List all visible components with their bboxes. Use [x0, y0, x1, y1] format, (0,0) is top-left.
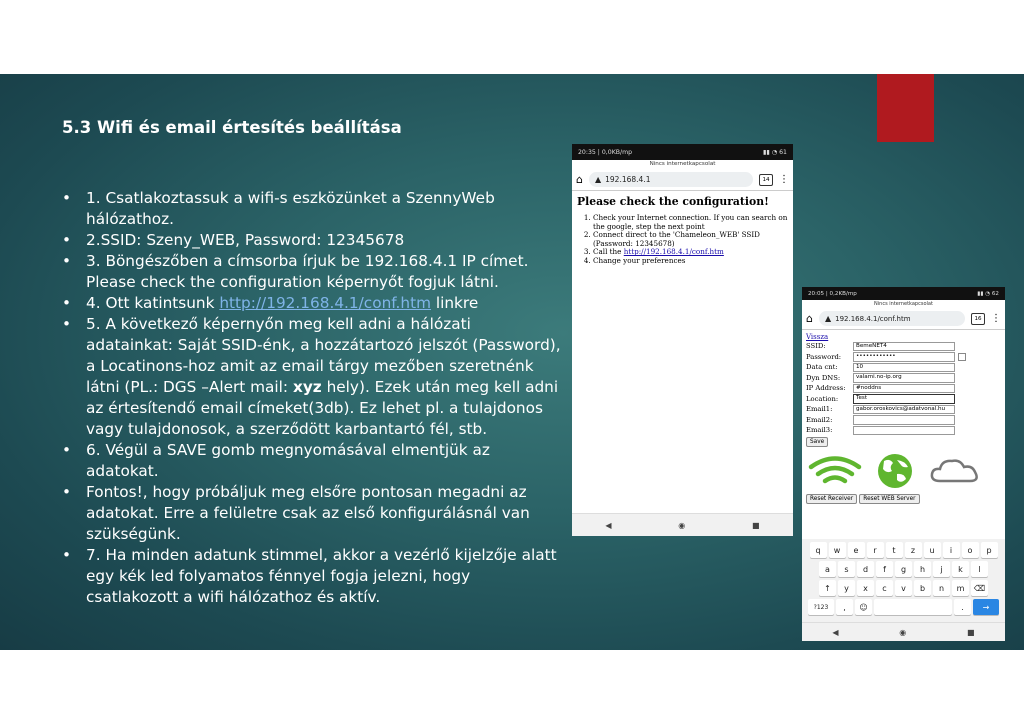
menu-icon[interactable]: ⋮ [991, 313, 1001, 324]
tab-count-icon[interactable]: 16 [971, 313, 985, 325]
form-row-email2: Email2: [806, 415, 1001, 426]
data-cnt-input[interactable]: 10 [853, 363, 955, 373]
phone-screenshot-config-check [572, 144, 793, 536]
enter-key[interactable]: → [973, 599, 999, 615]
ip-address-input[interactable]: #noddns [853, 384, 955, 394]
email2-input[interactable] [853, 415, 955, 425]
key-k[interactable]: k [952, 561, 969, 577]
page-content [572, 191, 793, 270]
home-icon[interactable]: ⌂ [806, 312, 813, 325]
address-text: 192.168.4.1/conf.htm [835, 314, 911, 323]
address-bar[interactable] [589, 172, 753, 187]
password-input[interactable]: •••••••••••• [853, 352, 955, 362]
key-f[interactable]: f [876, 561, 893, 577]
address-text: 192.168.4.1 [605, 175, 651, 184]
phone-screenshot-conf-form [802, 287, 1005, 641]
status-time: 20:05 | 0,2KB/mp [808, 290, 857, 297]
bullet-5-pre: 5. A következő képernyőn meg kell adni a hálózati adatainkat: Saját SSID-énk, a hozzátartozó jelszót (Password), a Locatinons-hoz amit az email tárgy mezőben szeretnénk látni (PL.: DGS –Alert mail: [86, 315, 561, 396]
bullet-5 [62, 314, 562, 440]
status-battery: ▮▮ ◔ 61 [762, 148, 787, 156]
status-bar [802, 287, 1005, 300]
bullet-2: • 2.SSID: Szeny_WEB, Password: 12345678 [62, 230, 562, 251]
home-circle-icon[interactable]: ◉ [678, 520, 686, 530]
bullet-4-post: linkre [431, 294, 479, 312]
location-input[interactable]: Test [853, 394, 955, 404]
bullet-7: • Fontos!, hogy próbáljuk meg elsőre pontosan megadni az adatokat. Erre a felületre csak az első konfigurálásnál van szükségünk. [62, 482, 562, 545]
form-row-email3: Email3: [806, 425, 1001, 436]
symbols-key[interactable]: ?123 [808, 599, 834, 615]
emoji-key[interactable]: ☺ [855, 599, 872, 615]
key-b[interactable]: b [914, 580, 931, 596]
bullet-6: • 6. Végül a SAVE gomb megnyomásával elmentjük az adatokat. [62, 440, 562, 482]
reset-receiver-button[interactable]: Reset Receiver [806, 494, 857, 504]
back-icon[interactable]: ◀ [832, 627, 839, 637]
back-link[interactable]: Vissza [806, 333, 829, 341]
key-o[interactable]: o [962, 542, 979, 558]
email3-input[interactable] [853, 426, 955, 436]
key-u[interactable]: u [924, 542, 941, 558]
globe-icon [868, 452, 922, 490]
no-internet-notice: Nincs internetkapcsolat [572, 160, 793, 169]
ssid-input[interactable]: BemeNET4 [853, 342, 955, 352]
warning-icon: ▲ [594, 175, 602, 184]
cloud-icon [928, 456, 982, 486]
home-circle-icon[interactable]: ◉ [899, 627, 907, 637]
show-password-checkbox[interactable] [958, 353, 966, 361]
tab-count-icon[interactable]: 14 [759, 174, 773, 186]
email1-input[interactable]: gabor.oroskovics@adatvonal.hu [853, 405, 955, 415]
key-g[interactable]: g [895, 561, 912, 577]
form-row-ssid: SSID: BemeNET4 [806, 341, 1001, 352]
status-bar [572, 144, 793, 160]
step-2: 2. Connect direct to the 'Chameleon_WEB' SSID (Password: 12345678) [593, 231, 788, 248]
step-1: 1. Check your Internet connection. If you can search on the google, step the next point [593, 214, 788, 231]
address-bar[interactable] [819, 311, 965, 326]
bullet-3: • 3. Böngészőben a címsorba írjuk be 192.168.4.1 IP címet. Please check the configuration képernyőt fogjuk látni. [62, 251, 562, 293]
form-row-email1: Email1: gabor.oroskovics@adatvonal.hu [806, 404, 1001, 415]
bullet-5-bold: xyz [292, 378, 322, 396]
key-c[interactable]: c [876, 580, 893, 596]
key-l[interactable]: l [971, 561, 988, 577]
shift-key[interactable]: ↑ [819, 580, 836, 596]
status-battery: ▮▮ ◔ 62 [977, 290, 999, 297]
config-heading: Please check the configuration! [577, 195, 769, 208]
no-internet-notice: Nincs internetkapcsolat [802, 300, 1005, 308]
warning-icon: ▲ [824, 314, 832, 323]
period-key[interactable]: . [954, 599, 971, 615]
status-time: 20:35 | 0,0KB/mp [578, 148, 633, 156]
key-a[interactable]: a [819, 561, 836, 577]
slide-title: 5.3 Wifi és email értesítés beállítása [62, 118, 402, 137]
back-icon[interactable]: ◀ [605, 520, 612, 530]
android-nav-bar [572, 513, 793, 536]
home-icon[interactable]: ⌂ [576, 173, 583, 186]
keyboard-row-1 [802, 542, 1005, 558]
browser-toolbar [802, 308, 1005, 330]
key-e[interactable]: e [848, 542, 865, 558]
bullet-5-post: hely). Ezek után meg kell adni az értesítendő email címeket(3db). Ez lehet pl. a tulajdonos vagy tulajdonosok, a szerződött karbantartó fél, stb. [86, 378, 559, 438]
bullet-8: • 7. Ha minden adatunk stimmel, akkor a vezérlő kijelzője alatt egy kék led folyamatos fénnyel fogja jelezni, hogy csatlakozott a wifi hálózathoz és aktív. [62, 545, 562, 608]
key-v[interactable]: v [895, 580, 912, 596]
red-accent-bar [877, 74, 934, 142]
key-j[interactable]: j [933, 561, 950, 577]
steps-list [577, 214, 788, 266]
space-key[interactable] [874, 599, 952, 615]
key-y[interactable]: y [838, 580, 855, 596]
form-row-datacnt: Data cnt: 10 [806, 362, 1001, 373]
conf-link-phone[interactable]: http://192.168.4.1/conf.htm [623, 247, 724, 257]
key-q[interactable]: q [810, 542, 827, 558]
config-form [802, 330, 1005, 504]
key-h[interactable]: h [914, 561, 931, 577]
comma-key[interactable]: , [836, 599, 853, 615]
keyboard-row-3 [802, 580, 1005, 596]
conf-link[interactable]: http://192.168.4.1/conf.htm [219, 294, 431, 312]
form-row-ip: IP Address: #noddns [806, 383, 1001, 394]
menu-icon[interactable]: ⋮ [779, 174, 789, 185]
browser-toolbar [572, 169, 793, 191]
form-row-dyndns: Dyn DNS: valami.no-ip.org [806, 373, 1001, 384]
key-x[interactable]: x [857, 580, 874, 596]
recents-icon[interactable]: ■ [752, 520, 760, 530]
key-n[interactable]: n [933, 580, 950, 596]
on-screen-keyboard [802, 539, 1005, 623]
reset-web-server-button[interactable]: Reset WEB Server [859, 494, 919, 504]
status-icons [808, 452, 1001, 490]
key-t[interactable]: t [886, 542, 903, 558]
bullet-1: • 1. Csatlakoztassuk a wifi-s eszközünket a SzennyWeb hálózathoz. [62, 188, 562, 230]
bullet-4-pre: 4. Ott katintsunk [86, 294, 220, 312]
key-i[interactable]: i [943, 542, 960, 558]
key-z[interactable]: z [905, 542, 922, 558]
form-row-password: Password: •••••••••••• [806, 352, 1001, 363]
form-row-location: Location: Test [806, 394, 1001, 405]
key-m[interactable]: m [952, 580, 969, 596]
keyboard-row-2 [802, 561, 1005, 577]
step-3: 3. Call the http://192.168.4.1/conf.htm [593, 248, 788, 257]
bullet-list [62, 188, 562, 608]
key-w[interactable]: w [829, 542, 846, 558]
step-4: 4. Change your preferences [593, 257, 788, 266]
save-button[interactable]: Save [806, 437, 828, 447]
key-p[interactable]: p [981, 542, 998, 558]
backspace-key[interactable]: ⌫ [971, 580, 988, 596]
key-d[interactable]: d [857, 561, 874, 577]
key-s[interactable]: s [838, 561, 855, 577]
key-r[interactable]: r [867, 542, 884, 558]
bullet-4 [62, 293, 562, 314]
android-nav-bar [802, 622, 1005, 641]
dyn-dns-input[interactable]: valami.no-ip.org [853, 373, 955, 383]
wifi-icon [808, 454, 862, 488]
keyboard-row-4 [802, 599, 1005, 615]
recents-icon[interactable]: ■ [967, 627, 975, 637]
